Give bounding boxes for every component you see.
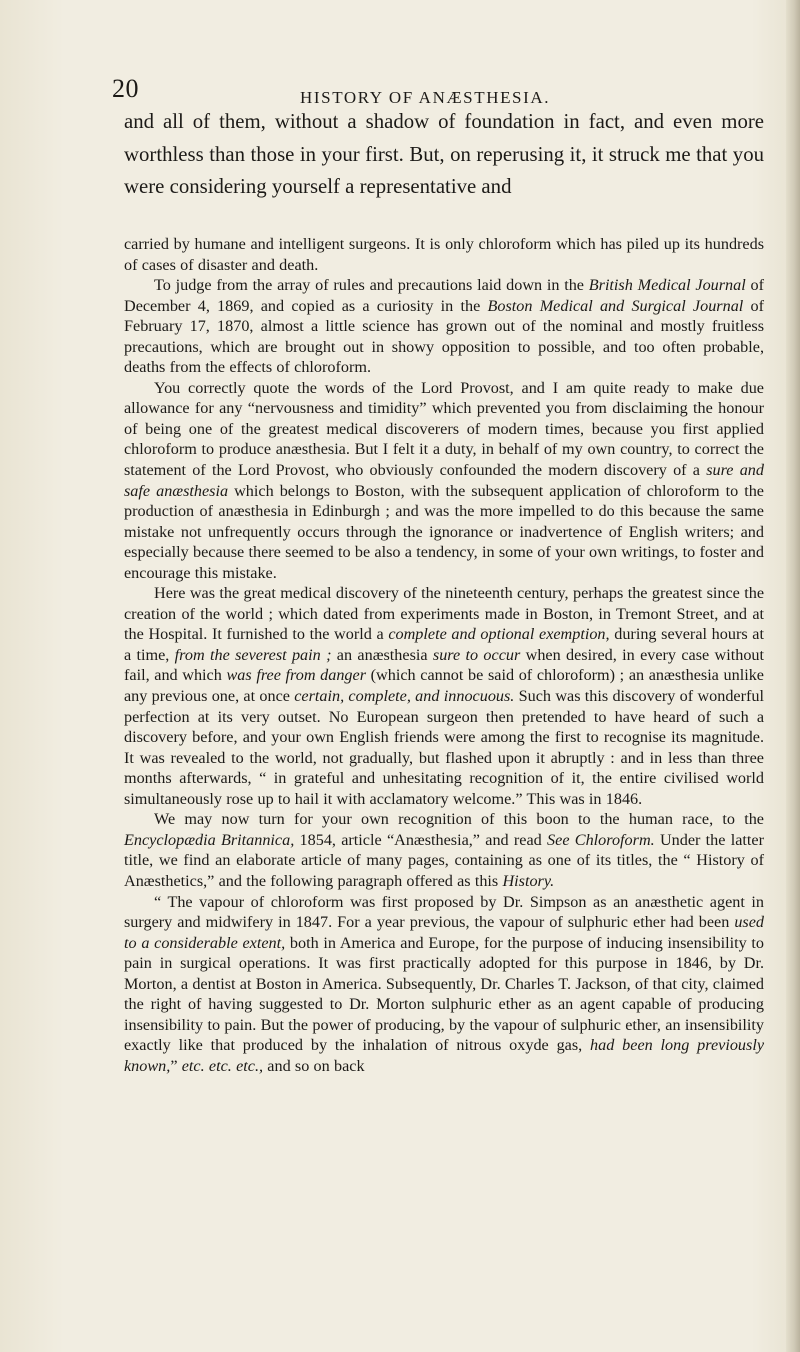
- paragraph-text: ”: [170, 1056, 182, 1075]
- italic-text: Encyclopædia Britannica,: [124, 830, 295, 849]
- paragraph-text: (which cannot be said of chloroform) ; an anæsthesia unlike any previous one, at once: [124, 666, 764, 706]
- paragraph-text: You correctly quote the words of the Lord Provost, and I am quite ready to make due allowance for any “nervousness and timidity” which prevented you from disclaiming the honour of being one of the greatest medical discoverers of modern times, because you first applied chloroform to produce anæsthesia. But I felt it a duty, in behalf of my own country, to correct the statement of the Lord Provost, who obviously confounded the modern discovery of a: [124, 378, 764, 480]
- italic-text: used to a considerable extent,: [124, 913, 764, 952]
- paragraph-text: of December 4, 1869, and copied as a curiosity in the: [124, 276, 764, 315]
- paragraph-text: which belongs to Boston, with the subsequent application of chloroform to the production of anæsthesia in Edinburgh ; and was the more impelled to do this because the same mistake not unfrequently occurs through the ignorance or inadvertence of English writers; and especially because there seemed to be also a tendency, in some of your own writings, to foster and encourage this mistake.: [124, 481, 764, 582]
- body-paragraph: [124, 809, 764, 891]
- lead-paragraph-large-type: [124, 106, 764, 204]
- paragraph-text: both in America and Europe, for the purpose of inducing insensibility to pain in surgical operations. It was first practically adopted for this purpose in 1846, by Dr. Morton, a dentist at Boston in America. Subsequently, Dr. Charles T. Jackson, of that city, claimed the right of having suggested to Dr. Morton sulphuric ether as an agent capable of producing insensibility to pain. But the power of producing, by the vapour of sulphuric ether, an insensibility exactly like that produced by the inhalation of nitrous oxyde gas,: [124, 933, 765, 1055]
- lead-paragraph: and all of them, without a shadow of foundation in fact, and even more worthless than those in your first. But, on reperusing it, it struck me that you were considering yourself a representative and: [124, 110, 764, 198]
- body-paragraph: [124, 234, 764, 275]
- paragraph-text: an anæsthesia: [331, 645, 433, 664]
- paragraph-text: Such was this discovery of wonderful perfection at its very outset. No European surgeon then pretended to have heard of such a discovery before, and your own English friends were among the first to recognise its magnitude. It was revealed to the world, not gradually, but flashed upon it abruptly : and in less than three months afterwards, “ in grateful and unhesitating recognition of it, the entire civilised world simultaneously rose up to hail it with acclamatory welcome.” This was in 1846.: [124, 687, 764, 808]
- running-head: HISTORY OF ANÆSTHESIA.: [300, 88, 551, 107]
- page-edge-shadow: [786, 0, 800, 1352]
- italic-text: sure and safe anæsthesia: [124, 461, 764, 500]
- paragraph-text: 1854, article “Anæsthesia,” and read: [294, 830, 548, 849]
- body-paragraph: [124, 275, 764, 378]
- italic-text: certain, complete, and innocuous.: [294, 687, 515, 706]
- body-paragraph: [124, 583, 764, 809]
- body-paragraph: [124, 892, 764, 1077]
- paragraph-text: and so on back: [263, 1056, 365, 1075]
- paragraph-text: when desired, in every case without fail, and which: [124, 645, 765, 685]
- paragraph-text: carried by humane and intelligent surgeons. It is only chloroform which has piled up its hundreds of cases of disaster and death.: [124, 235, 764, 274]
- italic-text: See Chloroform.: [547, 830, 655, 849]
- italic-text: British Medical Journal: [588, 276, 746, 295]
- italic-text: Boston Medical and Surgical Journal: [487, 296, 744, 315]
- paragraph-text: To judge from the array of rules and precautions laid down in the: [154, 276, 589, 295]
- paragraph-text: of February 17, 1870, almost a little science has grown out of the nominal and mostly fruitless precautions, which are brought out in showy opposition to possible, and too often probable, deaths from the effects of chloroform.: [124, 296, 764, 377]
- italic-text: was free from danger: [226, 666, 367, 685]
- italic-text: complete and optional exemption,: [388, 625, 610, 644]
- italic-text: from the severest pain ;: [174, 645, 332, 664]
- italic-text: sure to occur: [432, 645, 521, 664]
- italic-text: had been long previously known,: [124, 1036, 765, 1075]
- italic-text: History.: [502, 871, 555, 890]
- body-text: [124, 234, 764, 1076]
- paragraph-text: We may now turn for your own recognition of this boon to the human race, to the: [154, 810, 764, 829]
- body-paragraph: [124, 378, 764, 583]
- paragraph-text: Under the latter title, we find an elaborate article of many pages, containing as one of its titles, the “ History of Anæsthetics,” and the following paragraph offered as this: [124, 830, 764, 890]
- paragraph-text: “ The vapour of chloroform was first proposed by Dr. Simpson as an anæsthetic agent in surgery and midwifery in 1847. For a year previous, the vapour of sulphuric ether had been: [124, 892, 764, 932]
- page-number: 20: [112, 74, 139, 103]
- paragraph-text: Here was the great medical discovery of the nineteenth century, perhaps the greatest since the creation of the world ; which dated from experiments made in Boston, in Tremont Street, and at the Hospital. It furnished to the world a: [124, 584, 764, 644]
- paragraph-text: during several hours at a time,: [124, 625, 764, 664]
- italic-text: etc. etc. etc.,: [181, 1056, 264, 1075]
